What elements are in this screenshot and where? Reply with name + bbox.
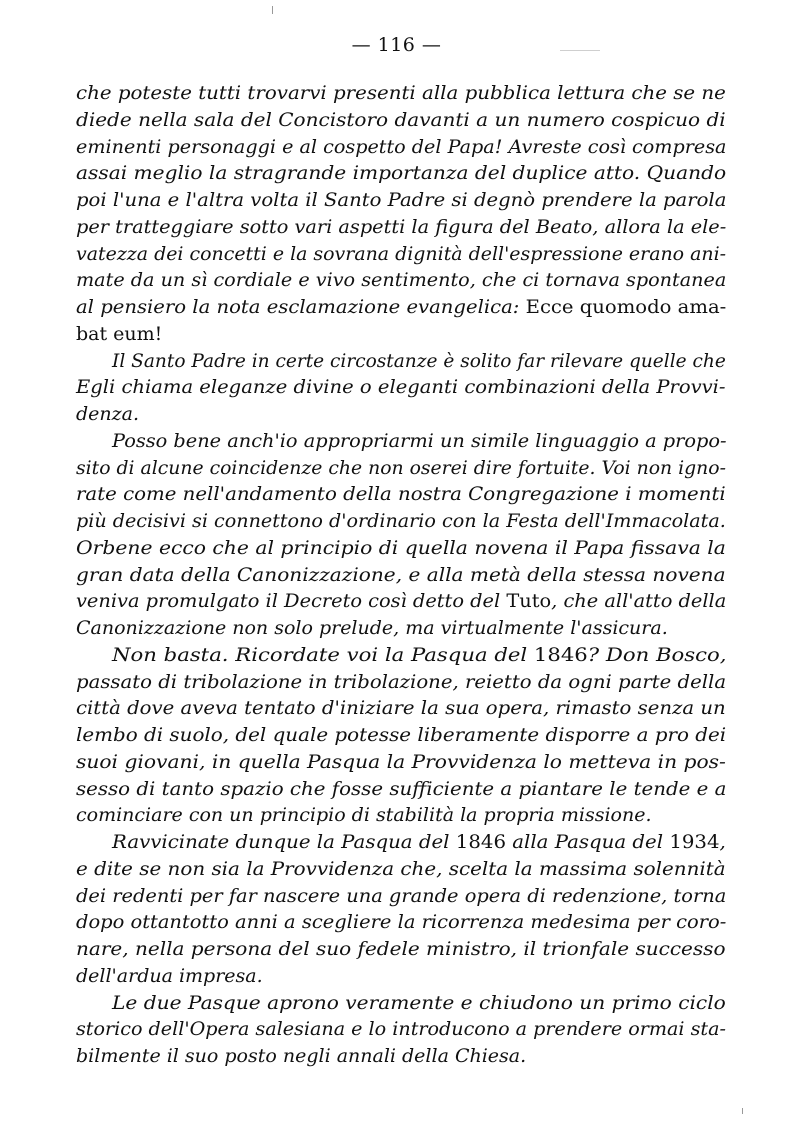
text-line: [76, 455, 726, 482]
text-line-content: [76, 160, 726, 187]
text-line: [76, 241, 726, 268]
text-line-content: [76, 749, 726, 776]
text-line-content: [76, 722, 726, 749]
italic-text: ? Don Bosco,: [587, 643, 727, 666]
text-line: [76, 669, 726, 696]
italic-text: e dite se non sia la Provvidenza che, scelta la massima solennità: [76, 857, 726, 880]
text-line: [76, 642, 726, 669]
text-line-content: [76, 776, 726, 803]
text-line-content: [76, 936, 726, 963]
italic-text: Non basta. Ricordate voi la Pasqua del: [112, 643, 534, 666]
italic-text: diede nella sala del Concistoro davanti a un numero cospicuo di: [76, 108, 726, 131]
text-line-content: [112, 348, 726, 375]
text-line-content: [76, 909, 726, 936]
italic-text: passato di tribolazione in tribolazione, reietto da ogni parte della: [76, 670, 727, 693]
text-line-content: [76, 107, 726, 134]
roman-text: Tuto: [506, 590, 552, 613]
italic-text: vatezza dei concetti e la sovrana dignità dell'espressione erano ani-: [76, 242, 727, 265]
text-line: [76, 695, 726, 722]
text-line-content: [76, 562, 726, 589]
text-line: [76, 829, 726, 856]
text-line-content: [76, 321, 162, 348]
text-line: [76, 321, 726, 348]
text-line-content: [76, 802, 652, 829]
text-line-content: [76, 1043, 526, 1070]
text-line: [76, 348, 726, 375]
italic-text: che poteste tutti trovarvi presenti alla pubblica lettura che se ne: [76, 82, 726, 104]
italic-text: dell'ardua impresa.: [76, 964, 263, 987]
text-line: [76, 187, 726, 214]
text-line: [76, 481, 726, 508]
text-line-content: [76, 1016, 726, 1043]
roman-text: 1846: [455, 831, 507, 853]
text-line: [76, 749, 726, 776]
text-line-content: [112, 990, 726, 1017]
roman-text: Ecce quomodo ama-: [525, 296, 727, 318]
italic-text: , che all'atto della: [551, 590, 727, 613]
text-line-content: [76, 963, 263, 990]
text-line: [76, 374, 726, 401]
text-line: [76, 267, 726, 294]
text-line-content: [76, 455, 726, 482]
italic-text: poi l'una e l'altra volta il Santo Padre si degnò prendere la parola: [76, 189, 727, 211]
text-line-content: [76, 883, 726, 910]
text-line-content: [112, 829, 726, 856]
italic-text: Ravvicinate dunque la Pasqua del: [112, 831, 456, 853]
italic-text: cominciare con un principio di stabilità la propria missione.: [76, 804, 652, 827]
scan-speck: [742, 1108, 743, 1114]
text-line-content: [76, 695, 726, 722]
text-line: [76, 802, 726, 829]
text-line: [76, 428, 726, 455]
italic-text: città dove aveva tentato d'iniziare la sua opera, rimasto senza un: [76, 697, 726, 720]
italic-text: assai meglio la stragrande importanza del duplice atto. Quando: [76, 162, 727, 185]
text-line-content: [76, 481, 726, 508]
text-line: [76, 535, 726, 562]
italic-text: Orbene ecco che al principio di quella novena il Papa fissava la: [76, 536, 726, 559]
text-line: [76, 134, 726, 161]
text-line-content: [76, 508, 726, 535]
text-line-content: [112, 642, 726, 669]
text-line-content: [76, 241, 726, 268]
italic-text: alla Pasqua del: [506, 831, 670, 853]
text-line: [76, 1043, 726, 1070]
text-line-content: [76, 588, 726, 615]
roman-text: 1934: [669, 831, 720, 853]
italic-text: Il Santo Padre in certe circostanze è solito far rilevare quelle che: [112, 349, 726, 372]
italic-text: veniva promulgato il Decreto così detto del: [76, 590, 507, 613]
text-line: [76, 990, 726, 1017]
text-line-content: [76, 80, 726, 107]
roman-text: 1846: [533, 643, 588, 666]
text-line-content: [76, 187, 726, 214]
italic-text: gran data della Canonizzazione, e alla metà della stessa novena: [76, 563, 726, 586]
scan-speck: [272, 6, 273, 14]
text-line-content: [76, 374, 726, 401]
text-line-content: [76, 214, 726, 241]
text-line: [76, 909, 726, 936]
italic-text: eminenti personaggi e al cospetto del Papa! Avreste così compresa: [76, 135, 727, 158]
text-line: [76, 160, 726, 187]
text-line: [76, 401, 726, 428]
text-line: [76, 883, 726, 910]
text-line: [76, 856, 726, 883]
italic-text: rate come nell'andamento della nostra Congregazione i momenti: [76, 483, 726, 506]
italic-text: dei redenti per far nascere una grande opera di redenzione, torna: [76, 884, 727, 907]
text-line: [76, 722, 726, 749]
text-line: [76, 80, 726, 107]
text-line-content: [76, 669, 726, 696]
italic-text: nare, nella persona del suo fedele ministro, il trionfale successo: [76, 938, 726, 960]
italic-text: Le due Pasque aprono veramente e chiudono un primo ciclo: [112, 991, 726, 1014]
text-line: [76, 508, 726, 535]
italic-text: Posso bene anch'io appropriarmi un simile linguaggio a propo-: [112, 429, 727, 452]
text-line-content: [112, 428, 726, 455]
page-number: — 116 —: [351, 34, 442, 56]
text-line-content: [76, 294, 726, 321]
text-line: [76, 936, 726, 963]
text-line-content: [76, 615, 668, 642]
text-line: [76, 776, 726, 803]
text-line-content: [76, 134, 726, 161]
scan-speck: [560, 50, 600, 51]
body-text: [76, 80, 726, 1070]
text-line: [76, 615, 726, 642]
text-line: [76, 562, 726, 589]
text-line: [76, 1016, 726, 1043]
text-line: [76, 107, 726, 134]
text-line-content: [76, 535, 726, 562]
text-line: [76, 214, 726, 241]
italic-text: più decisivi si connettono d'ordinario con la Festa dell'Immacolata.: [76, 510, 726, 532]
text-line-content: [76, 401, 139, 428]
italic-text: mate da un sì cordiale e vivo sentimento, che ci tornava spontanea: [76, 269, 727, 292]
italic-text: lembo di suolo, del quale potesse liberamente disporre a pro dei: [76, 724, 727, 746]
text-line: [76, 963, 726, 990]
italic-text: dopo ottantotto anni a scegliere la ricorrenza medesima per coro-: [76, 911, 727, 934]
italic-text: Canonizzazione non solo prelude, ma virtualmente l'assicura.: [76, 617, 668, 639]
roman-text: bat eum!: [76, 322, 163, 345]
italic-text: per tratteggiare sotto vari aspetti la figura del Beato, allora la ele-: [76, 215, 727, 238]
italic-text: bilmente il suo posto negli annali della Chiesa.: [76, 1045, 527, 1067]
italic-text: storico dell'Opera salesiana e lo introducono a prendere ormai sta-: [76, 1018, 726, 1041]
italic-text: sito di alcune coincidenze che non oserei dire fortuite. Voi non igno-: [76, 456, 726, 479]
text-line-content: [76, 856, 726, 883]
italic-text: suoi giovani, in quella Pasqua la Provvidenza lo metteva in pos-: [76, 750, 726, 773]
italic-text: sesso di tanto spazio che fosse sufficiente a piantare le tende e a: [76, 777, 727, 800]
text-line-content: [76, 267, 726, 294]
italic-text: ,: [719, 831, 726, 853]
text-line: [76, 294, 726, 321]
text-line: [76, 588, 726, 615]
italic-text: al pensiero la nota esclamazione evangelica:: [76, 296, 526, 318]
italic-text: Egli chiama eleganze divine o eleganti combinazioni della Provvi-: [76, 376, 726, 399]
italic-text: denza.: [76, 403, 140, 425]
